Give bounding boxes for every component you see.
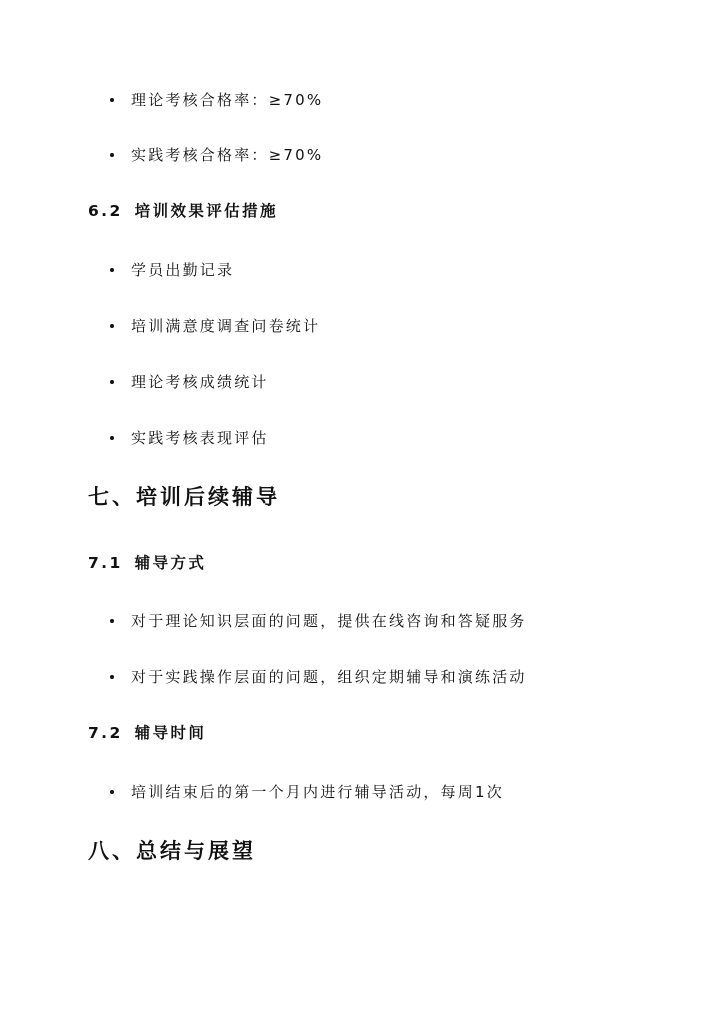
chapter-heading-8: 八、总结与展望	[88, 839, 256, 863]
bullet-dot	[110, 98, 114, 102]
section-title: 辅导方式	[134, 554, 207, 572]
list-item-text: 对于实践操作层面的问题，组织定期辅导和演练活动	[131, 668, 527, 686]
chapter-heading-7: 七、培训后续辅导	[88, 485, 280, 509]
list-item-text: 实践考核表现评估	[131, 429, 269, 447]
section-title: 辅导时间	[134, 724, 207, 742]
bullet-dot	[110, 153, 114, 157]
section-title: 培训效果评估措施	[134, 202, 278, 220]
list-item-text: 实践考核合格率：≥70%	[131, 146, 324, 164]
list-item-text: 培训满意度调查问卷统计	[131, 317, 321, 335]
bullet-dot	[110, 790, 114, 794]
list-item	[110, 90, 323, 110]
list-item	[110, 611, 527, 631]
section-heading-7-1	[88, 552, 206, 574]
list-item	[110, 782, 504, 802]
list-item-text: 学员出勤记录	[131, 261, 235, 279]
list-item	[110, 316, 320, 336]
bullet-dot	[110, 436, 114, 440]
bullet-dot	[110, 619, 114, 623]
list-item	[110, 260, 234, 280]
list-item-text: 理论考核合格率：≥70%	[131, 91, 324, 109]
list-item-text: 理论考核成绩统计	[131, 373, 269, 391]
bullet-dot	[110, 268, 114, 272]
list-item-text: 培训结束后的第一个月内进行辅导活动，每周1次	[131, 783, 504, 801]
section-number: 7.1	[88, 554, 123, 572]
bullet-dot	[110, 324, 114, 328]
bullet-dot	[110, 675, 114, 679]
section-heading-6-2	[88, 200, 278, 222]
bullet-dot	[110, 380, 114, 384]
section-number: 7.2	[88, 724, 123, 742]
list-item	[110, 372, 269, 392]
section-heading-7-2	[88, 722, 206, 744]
list-item	[110, 428, 269, 448]
list-item-text: 对于理论知识层面的问题，提供在线咨询和答疑服务	[131, 612, 527, 630]
list-item	[110, 667, 527, 687]
list-item	[110, 145, 323, 165]
section-number: 6.2	[88, 202, 123, 220]
